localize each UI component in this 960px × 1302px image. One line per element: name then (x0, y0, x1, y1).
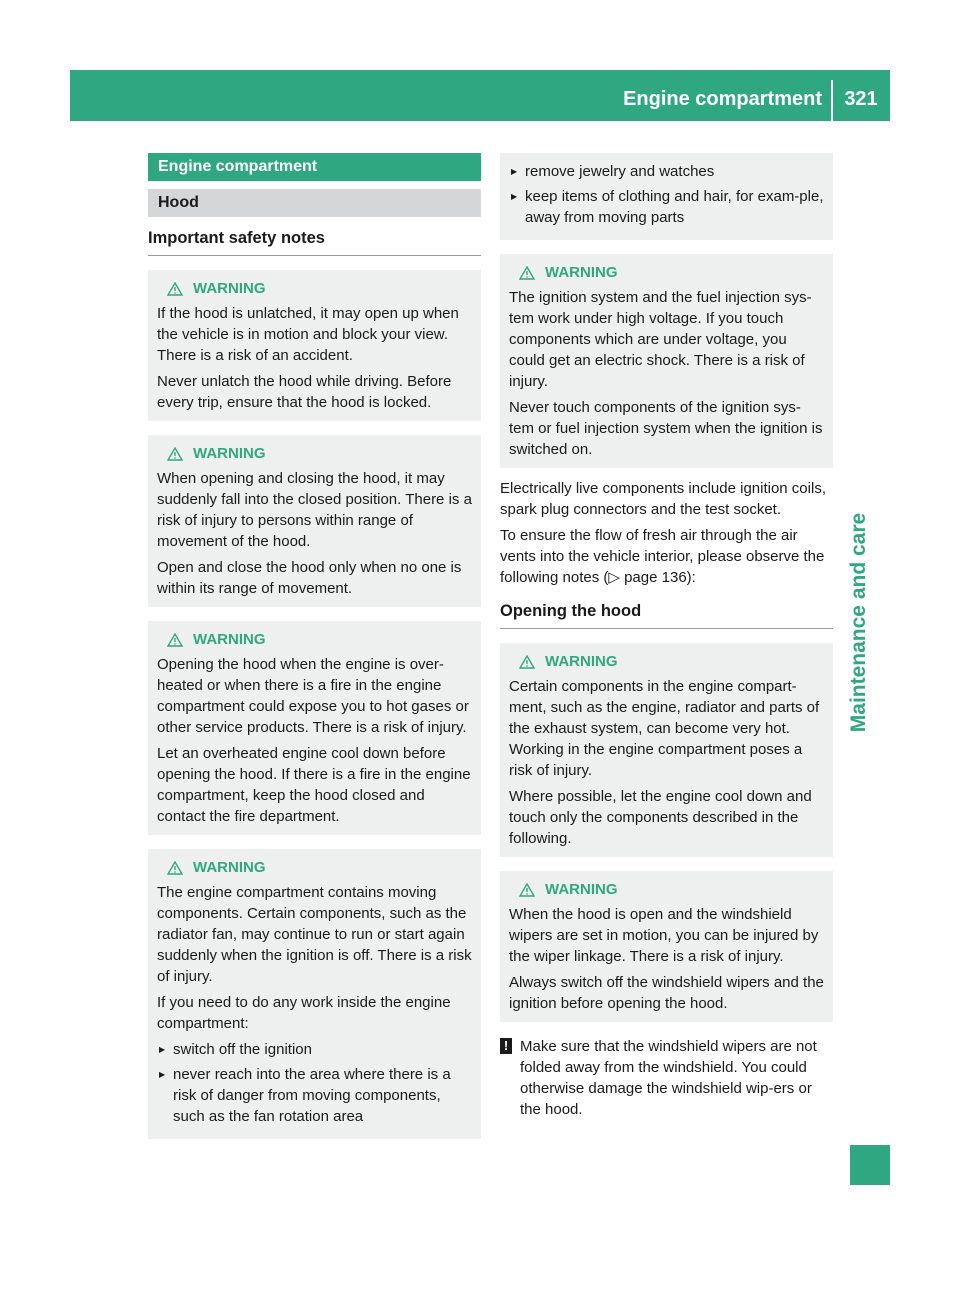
warning-box (148, 270, 481, 421)
header-divider (831, 80, 833, 121)
warning-continuation-box (500, 153, 833, 240)
warning-triangle-icon (167, 633, 183, 647)
warning-text: Opening the hood when the engine is over-heated or when there is a fire in the engine compartment could expose you to hot gases or other service products. There is a risk of injury. (157, 656, 469, 736)
bullet-list (509, 161, 825, 228)
warning-text: The ignition system and the fuel injection sys-tem work under high voltage. If you touch components which are under voltage, you could get an electric shock. There is a risk of injury. (509, 289, 812, 390)
warning-box (500, 254, 833, 468)
warning-text: Let an overheated engine cool down before opening the hood. If there is a fire in the engine compartment, keep the hood closed and contact the fire department. (157, 745, 471, 825)
warning-title: WARNING (157, 278, 473, 299)
warning-box (500, 871, 833, 1022)
warning-box (148, 435, 481, 607)
side-tab-marker (850, 1145, 890, 1185)
warning-text: If the hood is unlatched, it may open up when the vehicle is in motion and block your view. There is a risk of an accident. (157, 305, 459, 364)
paragraph: To ensure the flow of fresh air through the air vents into the vehicle interior, please observe the following notes (▷ page 136): (500, 527, 825, 586)
warning-text: Always switch off the windshield wipers and the ignition before opening the hood. (509, 974, 824, 1012)
list-item: ▶ never reach into the area where there is a risk of danger from moving components, such as the fan rotation area (157, 1064, 473, 1127)
exclamation-icon: ! (500, 1038, 512, 1054)
warning-text: Certain components in the engine compart-ment, such as the engine, radiator and parts of the exhaust system, can become very hot. Working in the engine compartment poses a risk of injury. (509, 678, 820, 779)
warning-title: WARNING (157, 443, 473, 464)
page-header-title: Engine compartment (623, 88, 822, 110)
warning-text: The engine compartment contains moving components. Certain components, such as the radiator fan, may continue to run or start again suddenly when the ignition is off. There is a risk of injury. (157, 884, 472, 985)
note-text: Make sure that the windshield wipers are not folded away from the windshield. You could otherwise damage the windshield wip-ers or the hood. (520, 1038, 817, 1118)
section-title: Engine compartment (148, 153, 481, 181)
warning-box (148, 621, 481, 835)
warning-box (148, 849, 481, 1139)
side-chapter-text: Maintenance and care (847, 512, 871, 732)
warning-text: Where possible, let the engine cool down and touch only the components described in the following. (509, 788, 812, 847)
page-number: 321 (844, 88, 878, 110)
safety-notes-heading: Important safety notes (148, 227, 481, 256)
list-item: ▶ remove jewelry and watches (509, 161, 825, 182)
warning-box (500, 643, 833, 857)
list-item: ▶ switch off the ignition (157, 1039, 473, 1060)
warning-title: WARNING (509, 262, 825, 283)
warning-text: Never unlatch the hood while driving. Before every trip, ensure that the hood is locked. (157, 373, 452, 411)
warning-text: Never touch components of the ignition sys-tem or fuel injection system when the ignition is switched on. (509, 399, 823, 458)
right-column (500, 153, 833, 1120)
warning-title: WARNING (509, 879, 825, 900)
bullet-list (157, 1039, 473, 1127)
warning-text: Open and close the hood only when no one is within its range of movement. (157, 559, 462, 597)
warning-title: WARNING (157, 857, 473, 878)
warning-text: When the hood is open and the windshield wipers are set in motion, you can be injured by the wiper linkage. There is a risk of injury. (509, 906, 819, 965)
side-chapter-label (843, 502, 875, 742)
body-text (500, 478, 833, 588)
warning-triangle-icon (519, 655, 535, 669)
warning-title: WARNING (509, 651, 825, 672)
warning-triangle-icon (519, 883, 535, 897)
left-column (148, 153, 481, 1139)
opening-hood-heading: Opening the hood (500, 600, 833, 629)
list-item: ▶ keep items of clothing and hair, for exam-ple, away from moving parts (509, 186, 825, 228)
warning-text: When opening and closing the hood, it may suddenly fall into the closed position. There is a risk of injury to persons within range of movement of the hood. (157, 470, 472, 550)
warning-triangle-icon (167, 282, 183, 296)
paragraph: Electrically live components include ignition coils, spark plug connectors and the test socket. (500, 480, 826, 518)
warning-title: WARNING (157, 629, 473, 650)
warning-triangle-icon (519, 266, 535, 280)
warning-text: If you need to do any work inside the engine compartment: (157, 994, 451, 1032)
subsection-title: Hood (148, 189, 481, 217)
warning-triangle-icon (167, 861, 183, 875)
warning-triangle-icon (167, 447, 183, 461)
note-block (500, 1036, 833, 1120)
